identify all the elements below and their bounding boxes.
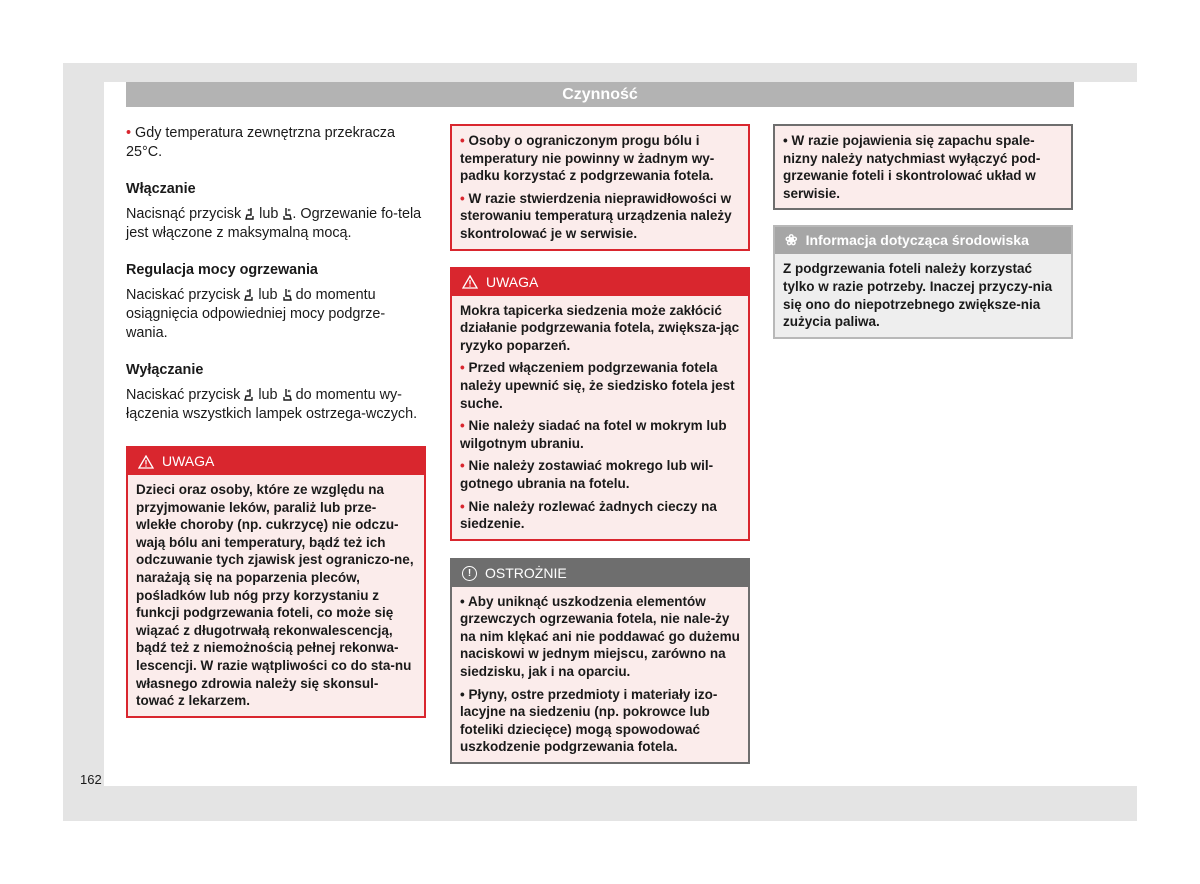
adjust-paragraph xyxy=(126,286,426,343)
section-header: Czynność xyxy=(126,82,1074,107)
warning-triangle-icon xyxy=(138,455,154,469)
adjust-text-or: lub xyxy=(258,287,278,303)
list-item xyxy=(460,457,740,492)
bullet: • xyxy=(460,190,465,206)
warning-triangle-icon xyxy=(462,275,478,289)
bullet: • xyxy=(460,418,465,434)
on-text-or: lub xyxy=(259,206,279,222)
seat-heat-right-icon xyxy=(282,288,292,301)
off-text: Naciskać przycisk xyxy=(126,387,241,403)
adjust-text: Naciskać przycisk xyxy=(126,287,241,303)
list-item-text: Nie należy zostawiać mokrego lub wil-gotnego ubrania na fotelu. xyxy=(460,458,714,491)
on-text: Nacisnąć przycisk xyxy=(126,206,242,222)
environment-title: Informacja dotycząca środowiska xyxy=(805,232,1029,249)
list-item xyxy=(783,132,1063,202)
bullet: • xyxy=(460,498,465,514)
intro-text: Gdy temperatura zewnętrzna przekracza 25°C. xyxy=(126,125,395,160)
list-item xyxy=(460,498,740,533)
caution-title: OSTROŻNIE xyxy=(485,564,567,581)
list-item-text: Aby uniknąć uszkodzenia elementów grzewczych ogrzewania fotela, nie nale-ży na nim klękać ani nie poddawać go dużemu naciskowi w jednym miejscu, zarówno na siedzisku, jak i na oparciu. xyxy=(460,593,740,680)
bullet: • xyxy=(460,133,465,148)
intro-paragraph xyxy=(126,124,426,162)
list-item xyxy=(460,593,740,681)
warning-text: Dzieci oraz osoby, które ze względu na przyjmowanie leków, paraliż lub prze-wlekłe choroby (np. cukrzycę) nie odczu-wają bólu ani temperatury, bądź też ich odczuwanie tych zjawisk jest ograniczo-ne, narażają się na poparzenia pleców, pośladków lub nóg przy korzystaniu z funkcji podgrzewania foteli, co może się wiązać z długotrwałą rekonwalescencją, bądź też z niemożnością pełnej rekonwa-lescencji. W razie wątpliwości co do sta-nu własnego zdrowia należy się skonsul-tować z lekarzem. xyxy=(136,482,414,709)
on-text-rest: . Ogrzewanie fo-tela jest włączone z maksymalną mocą. xyxy=(126,206,422,241)
bullet: • xyxy=(460,593,465,609)
bullet: • xyxy=(460,360,465,376)
environment-text: Z podgrzewania foteli należy korzystać tylko w razie potrzeby. Inaczej przyczy-nia się ono do niepotrzebnego zwiększe-nia zużycia paliwa. xyxy=(783,261,1053,330)
list-item xyxy=(460,417,740,452)
list-item-text: Nie należy rozlewać żadnych cieczy na siedzenie. xyxy=(460,498,717,532)
list-item-text: Płyny, ostre przedmioty i materiały izo-lacyjne na siedzeniu (np. pokrowce lub foteliki dziecięce) mogą spowodować uszkodzenie podgrzewania fotela. xyxy=(460,686,718,755)
list-item xyxy=(460,359,740,412)
heading-adjust: Regulacja mocy ogrzewania xyxy=(126,262,318,278)
warning-title: UWAGA xyxy=(486,273,539,290)
off-text-or: lub xyxy=(258,387,278,403)
list-item-text: W razie pojawienia się zapachu spale-nizny należy natychmiast wyłączyć pod-grzewanie foteli i skontrolować układ w serwisie. xyxy=(783,133,1041,201)
list-item xyxy=(460,190,740,243)
list-item xyxy=(460,132,740,185)
bullet: • xyxy=(783,133,788,148)
environment-info-box xyxy=(773,225,1073,338)
bullet: • xyxy=(460,458,465,474)
caution-title-bar xyxy=(452,560,748,587)
warning-box-children xyxy=(126,446,426,718)
warning-continuation-box xyxy=(450,124,750,251)
column-left xyxy=(126,124,426,718)
warning-lead: Mokra tapicerka siedzenia może zakłócić działanie podgrzewania fotela, zwiększa-jąc ryzyko poparzeń. xyxy=(460,302,740,353)
environment-title-bar xyxy=(775,227,1071,254)
seat-heat-left-icon xyxy=(244,288,254,301)
off-paragraph xyxy=(126,386,426,424)
warning-title: UWAGA xyxy=(162,453,215,469)
page-number: 162 xyxy=(80,772,102,787)
list-item-text: W razie stwierdzenia nieprawidłowości w sterowaniu temperaturą urządzenia należy skontrolować je w serwisie. xyxy=(460,190,732,241)
off-text-rest: do momentu wy-łączenia wszystkich lampek ostrzega-wczych. xyxy=(126,387,418,422)
heading-on: Włączanie xyxy=(126,181,196,197)
info-circle-icon: ! xyxy=(462,566,477,581)
list-item-text: Przed włączeniem podgrzewania fotela należy upewnić się, że siedzisko fotela jest suche. xyxy=(460,360,735,411)
caution-box xyxy=(450,558,750,764)
seat-heat-right-icon xyxy=(282,207,292,220)
on-paragraph xyxy=(126,205,426,243)
seat-heat-left-icon xyxy=(245,207,255,220)
list-item-text: Nie należy siadać na fotel w mokrym lub wilgotnym ubraniu. xyxy=(460,418,727,451)
list-item xyxy=(460,686,740,756)
flower-icon: ❀ xyxy=(785,232,798,250)
column-right xyxy=(773,124,1073,339)
caution-continuation-box xyxy=(773,124,1073,210)
seat-heat-right-icon xyxy=(282,388,292,401)
adjust-text-rest: do momentu osiągnięcia odpowiedniej mocy podgrze-wania. xyxy=(126,287,386,341)
warning-title-bar xyxy=(128,448,424,475)
seat-heat-left-icon xyxy=(244,388,254,401)
warning-title-bar xyxy=(452,269,748,296)
bullet: • xyxy=(126,125,132,141)
column-middle xyxy=(450,124,750,764)
warning-box-wet-upholstery xyxy=(450,267,750,541)
heading-off: Wyłączanie xyxy=(126,362,204,378)
bullet: • xyxy=(460,686,465,702)
list-item-text: Osoby o ograniczonym progu bólu i temperatury nie powinny w żadnym wy-padku korzystać z podgrzewania fotela. xyxy=(460,133,715,184)
